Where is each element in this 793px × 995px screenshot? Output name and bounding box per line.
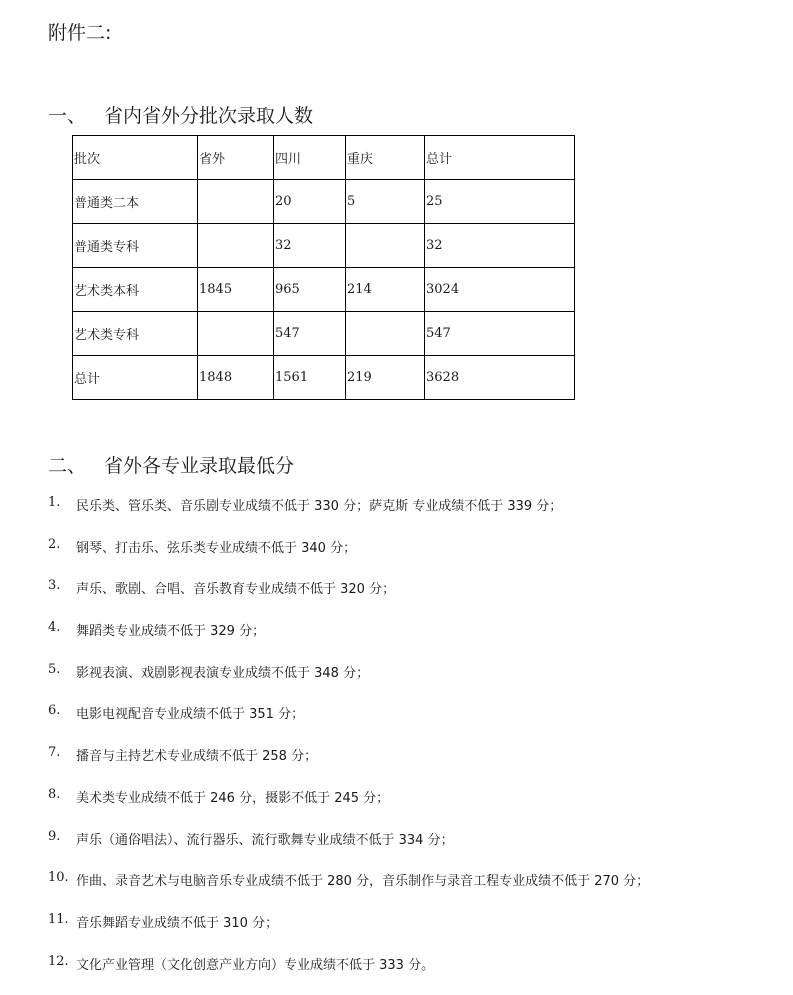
section-number: 二、	[48, 455, 87, 477]
list-item	[48, 912, 649, 954]
list-item	[48, 787, 649, 829]
list-index: 5.	[48, 661, 61, 677]
header-cell-out-of-province: 省外	[198, 136, 274, 180]
table-cell: 214	[346, 268, 425, 312]
section-title: 省内省外分批次录取人数	[104, 105, 314, 127]
list-index: 6.	[48, 703, 61, 719]
list-index: 4.	[48, 620, 61, 636]
header-cell-sichuan: 四川	[274, 136, 346, 180]
table-cell: 3024	[425, 268, 575, 312]
table-cell: 547	[425, 312, 575, 356]
table-cell: 5	[346, 180, 425, 224]
table-row	[73, 180, 575, 224]
table-cell: 547	[274, 312, 346, 356]
table-row	[73, 268, 575, 312]
table-row	[73, 312, 575, 356]
list-item	[48, 537, 649, 579]
attachment-title: 附件二:	[48, 22, 112, 44]
section-heading-minimum-scores	[48, 451, 294, 478]
list-item	[48, 829, 649, 871]
list-item	[48, 662, 649, 704]
table-cell: 32	[274, 224, 346, 268]
list-text: 舞蹈类专业成绩不低于 329 分；	[76, 624, 266, 640]
table-row-total	[73, 356, 575, 400]
table-cell: 20	[274, 180, 346, 224]
list-index: 9.	[48, 828, 61, 844]
list-item	[48, 745, 649, 787]
list-item	[48, 620, 649, 662]
section-title: 省外各专业录取最低分	[104, 455, 295, 477]
table-cell: 1848	[198, 356, 274, 400]
table-cell: 32	[425, 224, 575, 268]
list-index: 7.	[48, 745, 61, 761]
table-cell	[198, 180, 274, 224]
list-text: 音乐舞蹈专业成绩不低于 310 分；	[76, 915, 279, 931]
list-text: 声乐、歌剧、合唱、音乐教育专业成绩不低于 320 分；	[76, 582, 396, 598]
section-number: 一、	[48, 105, 87, 127]
table-cell: 艺术类本科	[73, 268, 198, 312]
table-cell	[198, 224, 274, 268]
list-item	[48, 495, 649, 537]
table-cell: 总计	[73, 356, 198, 400]
list-text: 作曲、录音艺术与电脑音乐专业成绩不低于 280 分，音乐制作与录音工程专业成绩不低于 270 分；	[76, 874, 650, 890]
table-cell: 219	[346, 356, 425, 400]
table-cell: 1845	[198, 268, 274, 312]
table-cell: 普通类二本	[73, 180, 198, 224]
table-cell	[346, 312, 425, 356]
table-cell: 艺术类专科	[73, 312, 198, 356]
list-text: 文化产业管理（文化创意产业方向）专业成绩不低于 333 分。	[76, 957, 435, 973]
list-index: 1.	[48, 495, 61, 510]
table-cell	[198, 312, 274, 356]
section-heading-admission-counts	[48, 101, 313, 128]
list-index: 11.	[48, 911, 69, 927]
table-cell: 普通类专科	[73, 224, 198, 268]
list-item	[48, 870, 649, 912]
list-item	[48, 703, 649, 745]
list-item	[48, 578, 649, 620]
minimum-score-list	[48, 495, 649, 995]
table-row	[73, 224, 575, 268]
list-text: 民乐类、管乐类、音乐剧专业成绩不低于 330 分；萨克斯 专业成绩不低于 339 分；	[76, 499, 563, 514]
list-index: 3.	[48, 578, 61, 594]
table-cell: 3628	[425, 356, 575, 400]
list-text: 声乐（通俗唱法）、流行器乐、流行歌舞专业成绩不低于 334 分；	[76, 832, 454, 848]
header-cell-batch: 批次	[73, 136, 198, 180]
admission-count-table	[72, 135, 575, 400]
list-item	[48, 954, 649, 995]
table-cell: 1561	[274, 356, 346, 400]
header-cell-chongqing: 重庆	[346, 136, 425, 180]
list-index: 2.	[48, 536, 61, 552]
list-index: 10.	[48, 870, 69, 886]
list-text: 美术类专业成绩不低于 246 分，摄影不低于 245 分；	[76, 790, 390, 806]
list-index: 12.	[48, 953, 69, 969]
list-text: 钢琴、打击乐、弦乐类专业成绩不低于 340 分；	[76, 540, 357, 556]
table-header-row	[73, 136, 575, 180]
list-text: 播音与主持艺术专业成绩不低于 258 分；	[76, 749, 318, 765]
list-text: 影视表演、戏剧影视表演专业成绩不低于 348 分；	[76, 665, 370, 681]
table-cell: 25	[425, 180, 575, 224]
table-cell: 965	[274, 268, 346, 312]
table-cell	[346, 224, 425, 268]
list-text: 电影电视配音专业成绩不低于 351 分；	[76, 707, 305, 723]
header-cell-total: 总计	[425, 136, 575, 180]
list-index: 8.	[48, 786, 61, 802]
